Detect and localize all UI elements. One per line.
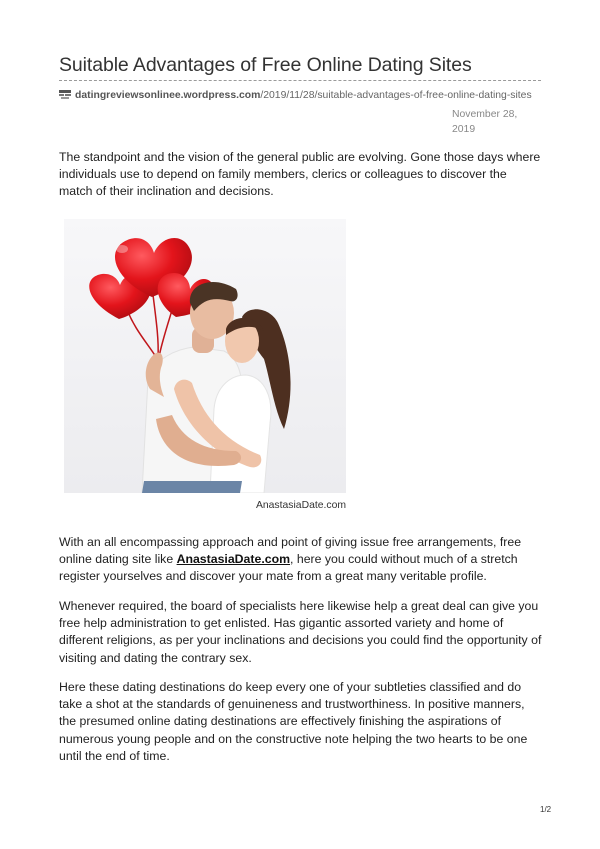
publish-date-line-1: November 28, [452, 109, 518, 120]
source-domain: datingreviewsonlinee.wordpress.com [75, 89, 261, 101]
body-paragraph-4: Here these dating destinations do keep every one of your subtleties classified and do take a shot at the standards of genuineness and trustworthiness. In positive manners, the presumed online dating destinations are effectively finishing the aspirations of numerous young people and on the constructive note helping the two hearts to be one until the end of time. [59, 680, 528, 763]
site-favicon-icon [59, 90, 71, 100]
publish-date [452, 107, 532, 137]
para2-text-after: , here you could without much of a stretch register yourselves and discover your mate from a great many veritable profile. [59, 552, 518, 584]
image-caption: AnastasiaDate.com [255, 500, 347, 511]
para2-text-before: With an all encompassing approach and point of giving issue free arrangements, free online dating site like [59, 535, 522, 567]
publish-date-line-2: 2019 [452, 124, 476, 135]
source-path: /2019/11/28/suitable-advantages-of-free-online-dating-sites [260, 89, 532, 101]
body-paragraph-3: Whenever required, the board of specialists here likewise help a great deal can give you free help administration to get enlisted. Has gigantic assorted variety and home of different religions, as per your inclinations and decisions you could find the opportunity of visiting and dating the contrary sex. [59, 599, 542, 665]
source-url-link[interactable] [75, 90, 532, 101]
couple-photo [64, 219, 346, 493]
article-title: Suitable Advantages of Free Online Dating Sites [59, 54, 472, 76]
source-url-line [59, 88, 559, 102]
anastasiadate-link[interactable]: AnastasiaDate.com [176, 552, 291, 567]
body-paragraph-2 [59, 534, 543, 586]
intro-paragraph: The standpoint and the vision of the general public are evolving. Gone those days where individuals use to depend on family members, clerics or colleagues to discover the match of their inclination and decisions. [59, 150, 541, 199]
title-divider [59, 80, 541, 81]
page-number: 1/2 [540, 805, 552, 814]
